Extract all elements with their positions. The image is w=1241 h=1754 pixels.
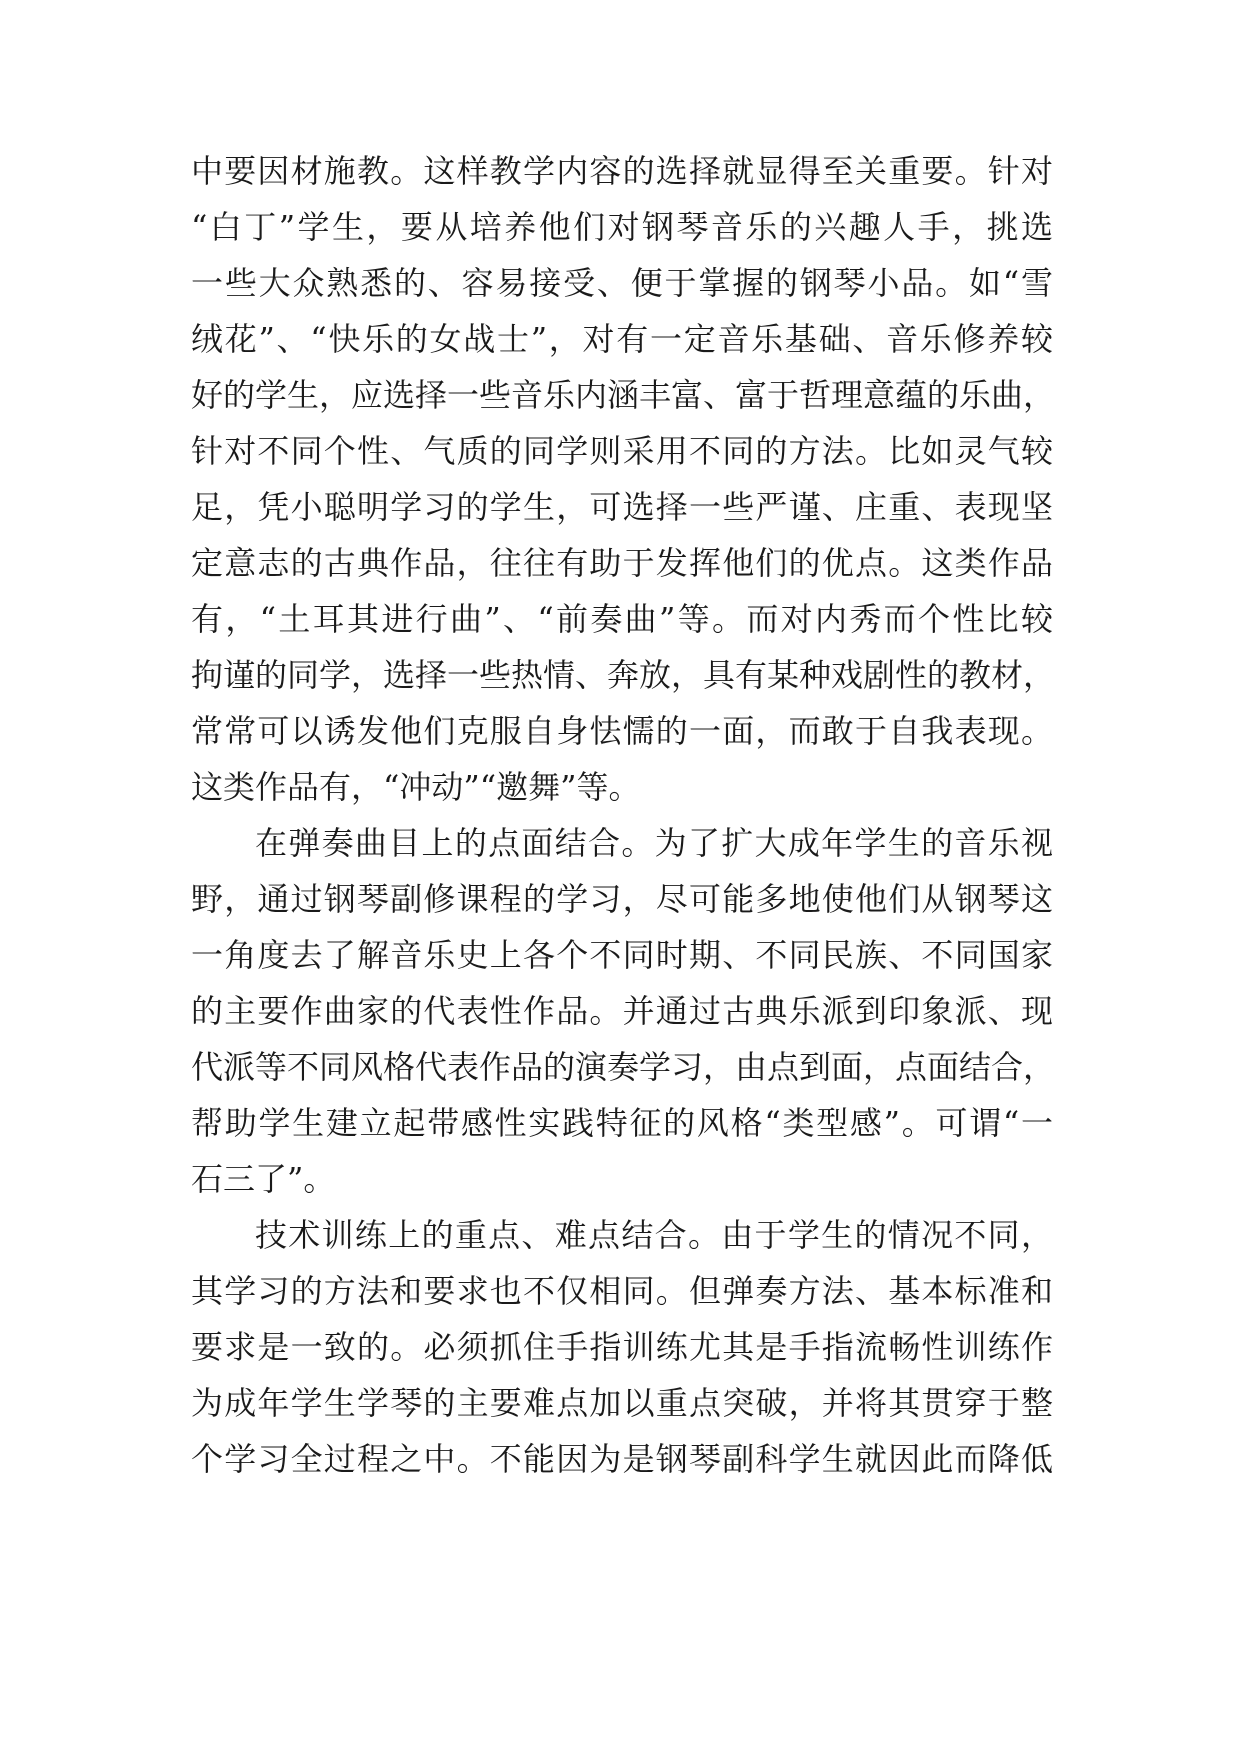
paragraph-1-line-6: 针对不同个性、气质的同学则采用不同的方法。比如灵气较: [191, 432, 1053, 470]
paragraph-3-line-2: 其学习的方法和要求也不仅相同。但弹奏方法、基本标准和: [191, 1272, 1053, 1310]
paragraph-1-line-5: 好的学生，应选择一些音乐内涵丰富、富于哲理意蕴的乐曲，: [191, 376, 1056, 414]
paragraph-2-line-1: 在弹奏曲目上的点面结合。为了扩大成年学生的音乐视: [255, 824, 1053, 862]
paragraph-3-line-4: 为成年学生学琴的主要难点加以重点突破，并将其贯穿于整: [191, 1384, 1053, 1422]
paragraph-1-line-10: 拘谨的同学，选择一些热情、奔放，具有某种戏剧性的教材，: [191, 656, 1056, 694]
paragraph-1-line-2: “白丁”学生，要从培养他们对钢琴音乐的兴趣人手，挑选: [191, 208, 1053, 246]
paragraph-1-line-3: 一些大众熟悉的、容易接受、便于掌握的钢琴小品。如“雪: [191, 264, 1053, 302]
paragraph-2-line-7: 石三了”。: [191, 1160, 336, 1198]
paragraph-1-line-7: 足，凭小聪明学习的学生，可选择一些严谨、庄重、表现坚: [191, 488, 1053, 526]
paragraph-2-line-4: 的主要作曲家的代表性作品。并通过古典乐派到印象派、现: [191, 992, 1053, 1030]
paragraph-1-line-11: 常常可以诱发他们克服自身怯懦的一面，而敢于自我表现。: [191, 712, 1053, 750]
paragraph-1-line-8: 定意志的古典作品，往往有助于发挥他们的优点。这类作品: [191, 544, 1053, 582]
paragraph-3-line-3: 要求是一致的。必须抓住手指训练尤其是手指流畅性训练作: [191, 1328, 1053, 1366]
paragraph-2-line-3: 一角度去了解音乐史上各个不同时期、不同民族、不同国家: [191, 936, 1053, 974]
paragraph-2-line-6: 帮助学生建立起带感性实践特征的风格“类型感”。可谓“一: [191, 1104, 1053, 1142]
paragraph-1-line-12: 这类作品有，“冲动”“邀舞”等。: [191, 768, 641, 806]
paragraph-2-line-2: 野，通过钢琴副修课程的学习，尽可能多地使他们从钢琴这: [191, 880, 1053, 918]
paragraph-3-line-1: 技术训练上的重点、难点结合。由于学生的情况不同，: [255, 1216, 1053, 1254]
paragraph-1-line-4: 绒花”、“快乐的女战士”，对有一定音乐基础、音乐修养较: [191, 320, 1053, 358]
paragraph-1-line-9: 有，“土耳其进行曲”、“前奏曲”等。而对内秀而个性比较: [191, 600, 1053, 638]
paragraph-3-line-5: 个学习全过程之中。不能因为是钢琴副科学生就因此而降低: [191, 1440, 1053, 1478]
paragraph-1-line-1: 中要因材施教。这样教学内容的选择就显得至关重要。针对: [191, 152, 1053, 190]
paragraph-2-line-5: 代派等不同风格代表作品的演奏学习，由点到面，点面结合，: [191, 1048, 1056, 1086]
